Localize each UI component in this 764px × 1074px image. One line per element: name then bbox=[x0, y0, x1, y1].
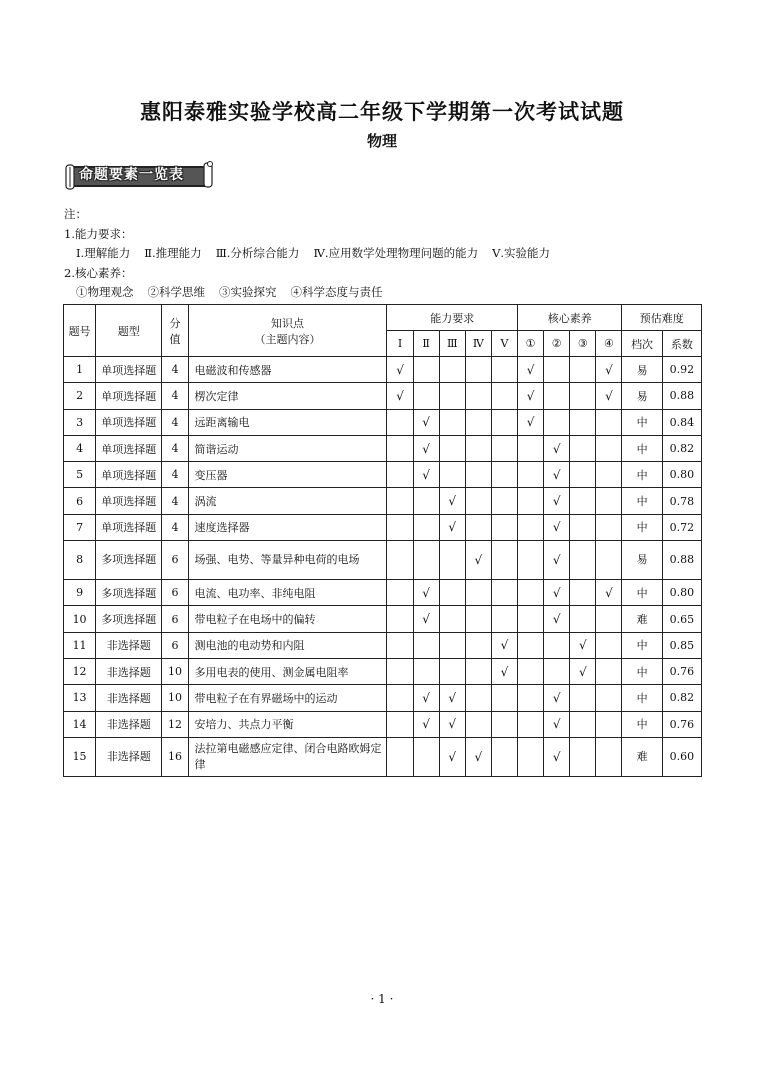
cell-core-mark bbox=[544, 409, 570, 435]
table-row bbox=[64, 658, 702, 684]
cell-type: 单项选择题 bbox=[96, 383, 162, 409]
cell-core-mark: √ bbox=[544, 606, 570, 632]
header-topic-line2: （主题内容） bbox=[254, 332, 321, 346]
cell-ability-mark bbox=[387, 658, 413, 684]
header-ability-col: Ⅲ bbox=[439, 331, 465, 357]
cell-num: 13 bbox=[64, 685, 96, 711]
cell-topic: 带电粒子在有界磁场中的运动 bbox=[188, 685, 387, 711]
cell-ability-mark bbox=[439, 357, 465, 383]
cell-score: 6 bbox=[162, 580, 188, 606]
cell-core-mark: √ bbox=[544, 711, 570, 737]
cell-core-mark bbox=[596, 737, 622, 776]
cell-num: 3 bbox=[64, 409, 96, 435]
core-item: ③实验探究 bbox=[219, 285, 277, 299]
header-type: 题型 bbox=[96, 305, 162, 357]
cell-ability-mark bbox=[387, 606, 413, 632]
cell-level: 中 bbox=[622, 435, 662, 461]
header-level: 档次 bbox=[622, 331, 662, 357]
cell-ability-mark bbox=[465, 711, 491, 737]
cell-core-mark bbox=[544, 658, 570, 684]
cell-topic: 楞次定律 bbox=[188, 383, 387, 409]
cell-ability-mark bbox=[387, 737, 413, 776]
cell-core-mark bbox=[596, 685, 622, 711]
table-row bbox=[64, 488, 702, 514]
cell-core-mark bbox=[518, 711, 544, 737]
cell-ability-mark bbox=[413, 488, 439, 514]
page-number: · 1 · bbox=[370, 992, 394, 1006]
cell-core-mark bbox=[596, 409, 622, 435]
banner-label: 命题要素一览表 bbox=[79, 167, 184, 183]
cell-core-mark bbox=[518, 606, 544, 632]
cell-core-mark bbox=[570, 541, 596, 580]
header-score bbox=[162, 305, 188, 357]
header-topic bbox=[188, 305, 387, 357]
cell-num: 11 bbox=[64, 632, 96, 658]
cell-core-mark bbox=[570, 606, 596, 632]
cell-num: 15 bbox=[64, 737, 96, 776]
cell-ability-mark: √ bbox=[439, 514, 465, 540]
header-ability-col: Ⅱ bbox=[413, 331, 439, 357]
cell-ability-mark bbox=[465, 357, 491, 383]
table-row bbox=[64, 357, 702, 383]
cell-ability-mark: √ bbox=[439, 488, 465, 514]
cell-ability-mark: √ bbox=[491, 632, 517, 658]
cell-ability-mark bbox=[491, 514, 517, 540]
cell-level: 易 bbox=[622, 357, 662, 383]
header-core-col: ② bbox=[544, 331, 570, 357]
cell-num: 1 bbox=[64, 357, 96, 383]
cell-topic: 速度选择器 bbox=[188, 514, 387, 540]
cell-ability-mark: √ bbox=[465, 737, 491, 776]
cell-num: 4 bbox=[64, 435, 96, 461]
header-ability-col: Ⅴ bbox=[491, 331, 517, 357]
cell-ability-mark bbox=[465, 606, 491, 632]
cell-level: 中 bbox=[622, 658, 662, 684]
cell-ability-mark bbox=[491, 462, 517, 488]
cell-ability-mark bbox=[491, 357, 517, 383]
cell-ability-mark bbox=[439, 658, 465, 684]
ability-item: Ⅱ.推理能力 bbox=[144, 246, 202, 260]
ability-item: Ⅳ.应用数学处理物理问题的能力 bbox=[313, 246, 479, 260]
cell-score: 4 bbox=[162, 357, 188, 383]
cell-core-mark bbox=[596, 711, 622, 737]
cell-num: 7 bbox=[64, 514, 96, 540]
cell-ability-mark bbox=[439, 580, 465, 606]
cell-core-mark bbox=[518, 462, 544, 488]
header-score-line2: 值 bbox=[169, 332, 181, 346]
cell-core-mark: √ bbox=[518, 383, 544, 409]
cell-ability-mark bbox=[413, 632, 439, 658]
cell-num: 2 bbox=[64, 383, 96, 409]
cell-level: 难 bbox=[622, 606, 662, 632]
table-row bbox=[64, 383, 702, 409]
cell-score: 10 bbox=[162, 685, 188, 711]
cell-core-mark bbox=[570, 357, 596, 383]
cell-coef: 0.88 bbox=[662, 383, 701, 409]
cell-ability-mark bbox=[439, 606, 465, 632]
cell-ability-mark bbox=[413, 541, 439, 580]
cell-score: 4 bbox=[162, 488, 188, 514]
table-row bbox=[64, 711, 702, 737]
cell-type: 非选择题 bbox=[96, 658, 162, 684]
cell-topic: 变压器 bbox=[188, 462, 387, 488]
cell-ability-mark bbox=[465, 658, 491, 684]
cell-ability-mark bbox=[387, 462, 413, 488]
cell-num: 10 bbox=[64, 606, 96, 632]
cell-score: 4 bbox=[162, 435, 188, 461]
header-num: 题号 bbox=[64, 305, 96, 357]
cell-core-mark bbox=[570, 435, 596, 461]
cell-core-mark: √ bbox=[544, 580, 570, 606]
cell-ability-mark: √ bbox=[465, 541, 491, 580]
cell-ability-mark bbox=[491, 737, 517, 776]
table-body bbox=[64, 357, 702, 777]
cell-type: 单项选择题 bbox=[96, 357, 162, 383]
cell-score: 4 bbox=[162, 462, 188, 488]
cell-core-mark bbox=[570, 737, 596, 776]
cell-num: 5 bbox=[64, 462, 96, 488]
cell-ability-mark bbox=[387, 514, 413, 540]
cell-coef: 0.76 bbox=[662, 658, 701, 684]
table-row bbox=[64, 514, 702, 540]
header-coef: 系数 bbox=[662, 331, 701, 357]
cell-core-mark bbox=[570, 514, 596, 540]
cell-score: 12 bbox=[162, 711, 188, 737]
exam-elements-table bbox=[63, 304, 702, 777]
cell-level: 易 bbox=[622, 383, 662, 409]
cell-core-mark bbox=[518, 658, 544, 684]
cell-ability-mark bbox=[491, 580, 517, 606]
table-row bbox=[64, 632, 702, 658]
cell-core-mark: √ bbox=[544, 685, 570, 711]
cell-num: 12 bbox=[64, 658, 96, 684]
cell-topic: 场强、电势、等量异种电荷的电场 bbox=[188, 541, 387, 580]
cell-score: 4 bbox=[162, 383, 188, 409]
cell-ability-mark bbox=[465, 514, 491, 540]
cell-type: 单项选择题 bbox=[96, 514, 162, 540]
cell-core-mark bbox=[518, 632, 544, 658]
cell-ability-mark bbox=[439, 541, 465, 580]
cell-core-mark bbox=[596, 488, 622, 514]
cell-ability-mark: √ bbox=[439, 711, 465, 737]
cell-core-mark bbox=[570, 488, 596, 514]
cell-ability-mark bbox=[465, 580, 491, 606]
header-topic-line1: 知识点 bbox=[271, 316, 304, 330]
cell-core-mark bbox=[518, 435, 544, 461]
cell-ability-mark bbox=[465, 435, 491, 461]
cell-ability-mark bbox=[491, 541, 517, 580]
cell-coef: 0.76 bbox=[662, 711, 701, 737]
cell-ability-mark: √ bbox=[413, 685, 439, 711]
cell-core-mark: √ bbox=[544, 514, 570, 540]
core-item: ①物理观念 bbox=[76, 285, 134, 299]
core-heading: 2.核心素养： bbox=[64, 265, 133, 280]
cell-core-mark: √ bbox=[570, 632, 596, 658]
cell-ability-mark bbox=[439, 462, 465, 488]
cell-core-mark: √ bbox=[544, 737, 570, 776]
header-core-col: ④ bbox=[596, 331, 622, 357]
cell-topic: 法拉第电磁感应定律、闭合电路欧姆定律 bbox=[188, 737, 387, 776]
cell-ability-mark bbox=[439, 632, 465, 658]
cell-level: 中 bbox=[622, 711, 662, 737]
cell-ability-mark: √ bbox=[439, 737, 465, 776]
header-ability-col: Ⅰ bbox=[387, 331, 413, 357]
cell-score: 10 bbox=[162, 658, 188, 684]
cell-coef: 0.82 bbox=[662, 685, 701, 711]
cell-level: 中 bbox=[622, 580, 662, 606]
cell-core-mark bbox=[570, 685, 596, 711]
cell-coef: 0.88 bbox=[662, 541, 701, 580]
cell-coef: 0.72 bbox=[662, 514, 701, 540]
cell-core-mark: √ bbox=[518, 409, 544, 435]
table-row bbox=[64, 409, 702, 435]
cell-ability-mark bbox=[387, 435, 413, 461]
core-item: ④科学态度与责任 bbox=[290, 285, 383, 299]
table-row bbox=[64, 462, 702, 488]
ability-list bbox=[64, 244, 564, 264]
cell-core-mark bbox=[596, 514, 622, 540]
table-row bbox=[64, 580, 702, 606]
cell-level: 中 bbox=[622, 488, 662, 514]
header-core-col: ① bbox=[518, 331, 544, 357]
table-row bbox=[64, 685, 702, 711]
cell-type: 多项选择题 bbox=[96, 541, 162, 580]
cell-ability-mark bbox=[491, 435, 517, 461]
cell-core-mark bbox=[570, 383, 596, 409]
cell-core-mark bbox=[544, 632, 570, 658]
core-item: ②科学思维 bbox=[147, 285, 205, 299]
cell-ability-mark: √ bbox=[439, 685, 465, 711]
cell-type: 多项选择题 bbox=[96, 606, 162, 632]
cell-ability-mark bbox=[387, 711, 413, 737]
cell-core-mark bbox=[570, 711, 596, 737]
header-difficulty: 预估难度 bbox=[622, 305, 702, 331]
cell-core-mark bbox=[518, 514, 544, 540]
cell-coef: 0.80 bbox=[662, 580, 701, 606]
cell-topic: 电流、电功率、非纯电阻 bbox=[188, 580, 387, 606]
cell-core-mark bbox=[518, 685, 544, 711]
ability-heading: 1.能力要求： bbox=[64, 226, 133, 241]
cell-core-mark bbox=[596, 632, 622, 658]
table-row bbox=[64, 541, 702, 580]
cell-ability-mark bbox=[465, 632, 491, 658]
ability-item: Ⅴ.实验能力 bbox=[492, 246, 551, 260]
cell-topic: 电磁波和传感器 bbox=[188, 357, 387, 383]
cell-ability-mark bbox=[439, 383, 465, 409]
cell-ability-mark: √ bbox=[387, 357, 413, 383]
cell-topic: 安培力、共点力平衡 bbox=[188, 711, 387, 737]
cell-ability-mark: √ bbox=[413, 409, 439, 435]
cell-ability-mark bbox=[491, 488, 517, 514]
cell-core-mark: √ bbox=[544, 541, 570, 580]
cell-core-mark bbox=[596, 541, 622, 580]
table-row bbox=[64, 606, 702, 632]
cell-core-mark bbox=[518, 541, 544, 580]
cell-ability-mark: √ bbox=[413, 711, 439, 737]
cell-type: 多项选择题 bbox=[96, 580, 162, 606]
cell-coef: 0.82 bbox=[662, 435, 701, 461]
cell-ability-mark bbox=[387, 580, 413, 606]
section-banner bbox=[64, 161, 214, 191]
cell-topic: 简谐运动 bbox=[188, 435, 387, 461]
cell-score: 6 bbox=[162, 632, 188, 658]
cell-ability-mark bbox=[387, 488, 413, 514]
cell-score: 4 bbox=[162, 514, 188, 540]
ability-item: Ⅲ.分析综合能力 bbox=[215, 246, 300, 260]
cell-ability-mark bbox=[413, 737, 439, 776]
header-core: 核心素养 bbox=[518, 305, 622, 331]
header-ability-col: Ⅳ bbox=[465, 331, 491, 357]
cell-type: 非选择题 bbox=[96, 711, 162, 737]
cell-ability-mark bbox=[491, 685, 517, 711]
cell-ability-mark bbox=[387, 541, 413, 580]
cell-core-mark bbox=[570, 409, 596, 435]
header-core-col: ③ bbox=[570, 331, 596, 357]
cell-core-mark: √ bbox=[570, 658, 596, 684]
cell-score: 16 bbox=[162, 737, 188, 776]
cell-ability-mark: √ bbox=[413, 462, 439, 488]
cell-core-mark bbox=[570, 462, 596, 488]
cell-ability-mark bbox=[413, 357, 439, 383]
cell-coef: 0.60 bbox=[662, 737, 701, 776]
cell-core-mark bbox=[596, 435, 622, 461]
cell-ability-mark: √ bbox=[387, 383, 413, 409]
cell-level: 中 bbox=[622, 462, 662, 488]
notes-block bbox=[64, 205, 564, 303]
cell-ability-mark bbox=[465, 685, 491, 711]
table-row bbox=[64, 737, 702, 776]
header-score-line1: 分 bbox=[169, 316, 181, 330]
cell-type: 单项选择题 bbox=[96, 409, 162, 435]
cell-level: 难 bbox=[622, 737, 662, 776]
cell-ability-mark bbox=[413, 383, 439, 409]
cell-ability-mark bbox=[491, 383, 517, 409]
cell-topic: 带电粒子在电场中的偏转 bbox=[188, 606, 387, 632]
cell-core-mark: √ bbox=[596, 357, 622, 383]
cell-core-mark bbox=[544, 357, 570, 383]
cell-ability-mark bbox=[491, 409, 517, 435]
cell-core-mark: √ bbox=[596, 580, 622, 606]
header-ability: 能力要求 bbox=[387, 305, 518, 331]
cell-ability-mark bbox=[413, 514, 439, 540]
cell-core-mark bbox=[570, 580, 596, 606]
cell-core-mark bbox=[518, 737, 544, 776]
cell-level: 易 bbox=[622, 541, 662, 580]
cell-ability-mark bbox=[439, 435, 465, 461]
subject-title: 物理 bbox=[366, 132, 397, 150]
cell-ability-mark: √ bbox=[491, 658, 517, 684]
cell-core-mark bbox=[518, 580, 544, 606]
cell-level: 中 bbox=[622, 632, 662, 658]
cell-topic: 多用电表的使用、测金属电阻率 bbox=[188, 658, 387, 684]
cell-ability-mark bbox=[465, 409, 491, 435]
cell-score: 6 bbox=[162, 606, 188, 632]
cell-score: 6 bbox=[162, 541, 188, 580]
cell-coef: 0.85 bbox=[662, 632, 701, 658]
cell-core-mark: √ bbox=[544, 435, 570, 461]
table-row bbox=[64, 435, 702, 461]
cell-ability-mark bbox=[387, 632, 413, 658]
cell-ability-mark bbox=[413, 658, 439, 684]
cell-type: 非选择题 bbox=[96, 737, 162, 776]
cell-num: 14 bbox=[64, 711, 96, 737]
cell-topic: 测电池的电动势和内阻 bbox=[188, 632, 387, 658]
cell-ability-mark bbox=[491, 606, 517, 632]
cell-ability-mark bbox=[465, 383, 491, 409]
cell-core-mark bbox=[544, 383, 570, 409]
cell-topic: 远距离输电 bbox=[188, 409, 387, 435]
cell-ability-mark bbox=[387, 685, 413, 711]
cell-ability-mark bbox=[465, 488, 491, 514]
cell-num: 9 bbox=[64, 580, 96, 606]
cell-coef: 0.65 bbox=[662, 606, 701, 632]
cell-type: 单项选择题 bbox=[96, 435, 162, 461]
cell-core-mark: √ bbox=[544, 488, 570, 514]
core-list bbox=[64, 283, 564, 303]
cell-coef: 0.84 bbox=[662, 409, 701, 435]
cell-core-mark: √ bbox=[518, 357, 544, 383]
cell-topic: 涡流 bbox=[188, 488, 387, 514]
cell-ability-mark: √ bbox=[413, 580, 439, 606]
cell-core-mark: √ bbox=[596, 383, 622, 409]
cell-core-mark bbox=[518, 488, 544, 514]
cell-core-mark bbox=[596, 606, 622, 632]
cell-level: 中 bbox=[622, 685, 662, 711]
notes-label: 注： bbox=[64, 207, 87, 221]
cell-coef: 0.80 bbox=[662, 462, 701, 488]
cell-level: 中 bbox=[622, 409, 662, 435]
cell-ability-mark: √ bbox=[413, 435, 439, 461]
cell-coef: 0.78 bbox=[662, 488, 701, 514]
cell-core-mark bbox=[596, 658, 622, 684]
cell-level: 中 bbox=[622, 514, 662, 540]
cell-core-mark bbox=[596, 462, 622, 488]
cell-ability-mark bbox=[465, 462, 491, 488]
cell-num: 6 bbox=[64, 488, 96, 514]
cell-score: 4 bbox=[162, 409, 188, 435]
cell-ability-mark bbox=[491, 711, 517, 737]
cell-type: 单项选择题 bbox=[96, 462, 162, 488]
cell-ability-mark: √ bbox=[413, 606, 439, 632]
cell-type: 单项选择题 bbox=[96, 488, 162, 514]
cell-type: 非选择题 bbox=[96, 632, 162, 658]
cell-ability-mark bbox=[387, 409, 413, 435]
cell-ability-mark bbox=[439, 409, 465, 435]
ability-item: Ⅰ.理解能力 bbox=[76, 246, 131, 260]
page-title: 惠阳泰雅实验学校高二年级下学期第一次考试试题 bbox=[140, 99, 624, 124]
cell-type: 非选择题 bbox=[96, 685, 162, 711]
cell-core-mark: √ bbox=[544, 462, 570, 488]
cell-coef: 0.92 bbox=[662, 357, 701, 383]
cell-num: 8 bbox=[64, 541, 96, 580]
